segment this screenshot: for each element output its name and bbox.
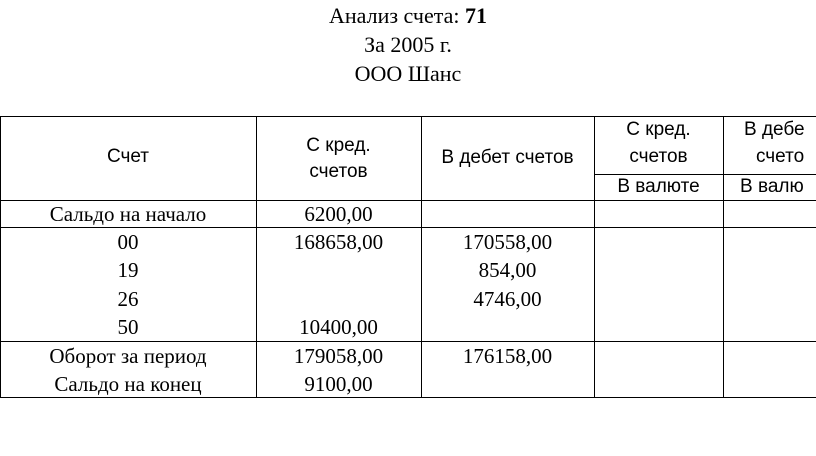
- col-header-account: Счет: [106, 146, 150, 167]
- report-title-label: Анализ счета:: [329, 3, 460, 28]
- row-credit: 168658,00: [293, 230, 384, 254]
- account-number: 71: [464, 3, 487, 28]
- row-account: 00: [117, 230, 139, 254]
- row-debit: 4746,00: [473, 287, 542, 311]
- col-header-to-debit: В дебет счетов: [441, 147, 574, 168]
- col-header-currency-debit-2: счето: [756, 146, 805, 167]
- col-header-currency-credit-2: счетов: [629, 146, 688, 167]
- col-header-in-currency-2: В валю: [740, 176, 804, 197]
- col-header-from-credit-2: счетов: [309, 161, 368, 182]
- col-header-from-credit-1: С кред.: [306, 135, 371, 156]
- row-debit: 854,00: [478, 258, 537, 282]
- row-account: 26: [117, 287, 139, 311]
- row-account: 19: [117, 258, 139, 282]
- row-account: 50: [117, 315, 139, 339]
- opening-credit: 6200,00: [304, 202, 373, 226]
- closing-credit: 9100,00: [304, 372, 373, 396]
- col-border-4: [723, 116, 724, 398]
- row-debit: 170558,00: [462, 230, 553, 254]
- report-period: За 2005 г.: [364, 32, 452, 57]
- turnover-credit: 179058,00: [293, 344, 384, 368]
- col-header-currency-debit-1: В дебе: [744, 119, 805, 140]
- opening-label: Сальдо на начало: [49, 202, 207, 226]
- col-header-in-currency-1: В валюте: [617, 176, 700, 197]
- turnover-debit: 176158,00: [462, 344, 553, 368]
- col-header-currency-credit-1: С кред.: [626, 119, 691, 140]
- turnover-label: Оборот за период: [49, 344, 207, 368]
- row-credit: 10400,00: [299, 315, 378, 339]
- closing-label: Сальдо на конец: [54, 372, 202, 396]
- company-name: ООО Шанс: [354, 61, 462, 86]
- report-title: [0, 4, 816, 28]
